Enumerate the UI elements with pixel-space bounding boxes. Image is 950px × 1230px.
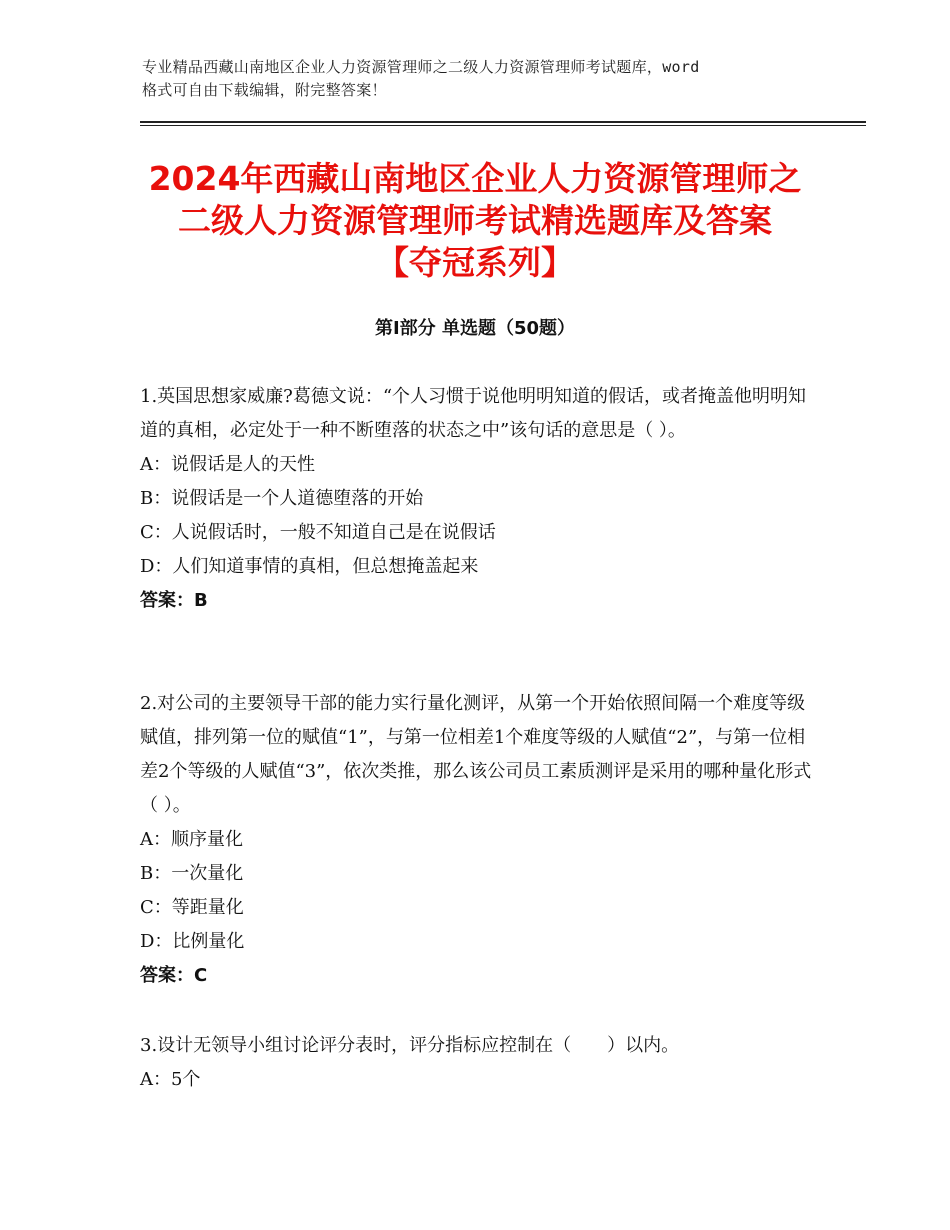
option-d: D：人们知道事情的真相，但总想掩盖起来 bbox=[140, 556, 479, 577]
header-divider-thin bbox=[140, 125, 866, 126]
option-a: A：5个 bbox=[140, 1069, 201, 1090]
question-item bbox=[140, 687, 820, 993]
header-divider bbox=[140, 121, 866, 123]
header-note-line: 格式可自由下载编辑，附完整答案！ bbox=[142, 81, 387, 99]
title-line: 【夺冠系列】 bbox=[376, 243, 574, 282]
header-note bbox=[142, 56, 822, 102]
question-stem: 2.对公司的主要领导干部的能力实行量化测评，从第一个开始依照间隔一个难度等级赋值，排列第一位的赋值“1”，与第一位相差1个难度等级的人赋值“2”，与第一位相差2个等级的人赋值“3”，依次类推，那么该公司员工素质测评是采用的哪种量化形式（ ）。 bbox=[140, 693, 812, 816]
option-b: B：说假话是一个人道德堕落的开始 bbox=[140, 488, 424, 509]
question-item bbox=[140, 380, 820, 618]
question-item bbox=[140, 1029, 820, 1097]
answer-label: 答案：C bbox=[140, 965, 208, 986]
title-line: 二级人力资源管理师考试精选题库及答案 bbox=[178, 201, 772, 240]
option-a: A：说假话是人的天性 bbox=[140, 454, 315, 475]
title-line: 2024年西藏山南地区企业人力资源管理师之 bbox=[148, 159, 802, 198]
option-b: B：一次量化 bbox=[140, 863, 244, 884]
option-a: A：顺序量化 bbox=[140, 829, 243, 850]
option-c: C：等距量化 bbox=[140, 897, 244, 918]
header-note-line: 专业精品西藏山南地区企业人力资源管理师之二级人力资源管理师考试题库，word bbox=[142, 58, 700, 76]
answer-label: 答案：B bbox=[140, 590, 208, 611]
document-title bbox=[110, 158, 840, 284]
section-title: 第Ⅰ部分 单选题（50题） bbox=[374, 318, 575, 339]
option-c: C：人说假话时，一般不知道自己是在说假话 bbox=[140, 522, 496, 543]
question-stem: 1.英国思想家威廉?葛德文说：“个人习惯于说他明明知道的假话，或者掩盖他明明知道的真相，必定处于一种不断堕落的状态之中”该句话的意思是（ ）。 bbox=[140, 386, 807, 441]
option-d: D：比例量化 bbox=[140, 931, 245, 952]
question-stem: 3.设计无领导小组讨论评分表时，评分指标应控制在（ ）以内。 bbox=[140, 1035, 680, 1056]
